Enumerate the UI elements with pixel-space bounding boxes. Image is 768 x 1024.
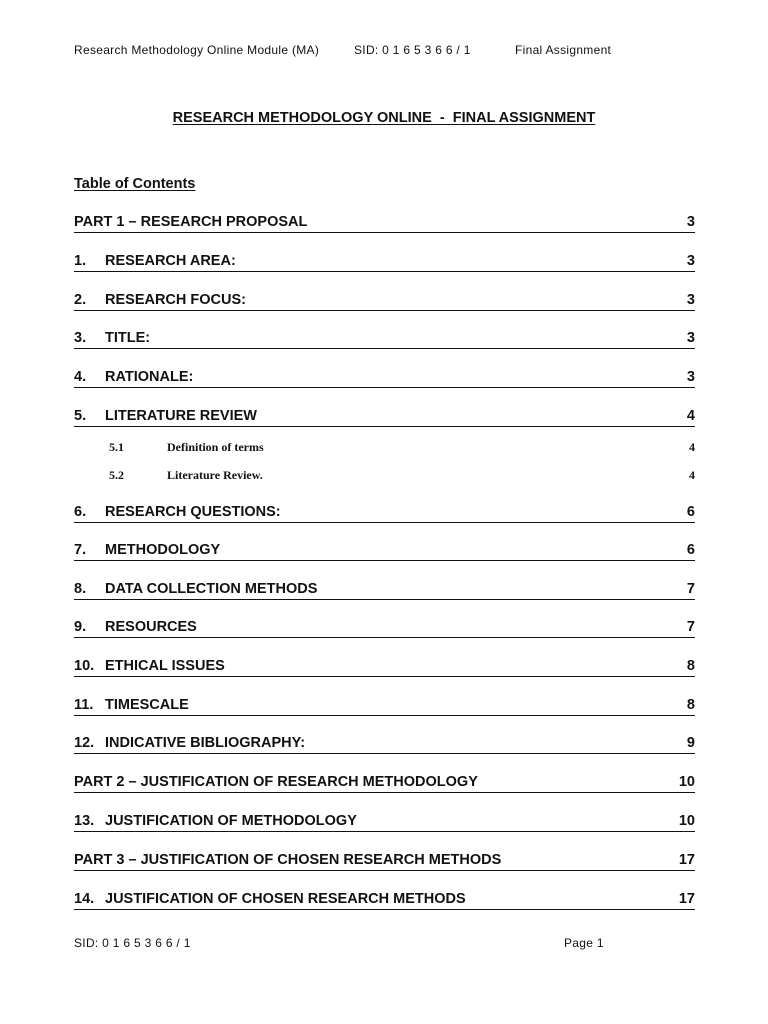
toc-entry-page: 8 [686,697,695,713]
toc-entry-label: Literature Review. [167,468,263,482]
toc-entry-page: 3 [686,330,695,346]
toc-entry-number: 5.2 [109,468,124,482]
toc-entry-page: 17 [678,852,695,868]
toc-entry-label: RESEARCH AREA: [105,253,236,269]
toc-entry-label: METHODOLOGY [105,542,221,558]
document-title: RESEARCH METHODOLOGY ONLINE - FINAL ASSIGNMENT [172,110,596,126]
toc-entry-page: 3 [686,214,695,230]
toc-entry-page: 10 [678,813,695,829]
toc-entry-number: 11. [74,697,94,713]
toc-subentry-5-1[interactable] [74,440,695,456]
toc-entry-page: 4 [689,468,695,482]
header-module: Research Methodology Online Module (MA) [74,43,320,57]
toc-entry-page: 3 [686,292,695,308]
toc-entry-3[interactable] [74,330,695,349]
toc-entry-page: 6 [686,504,695,520]
footer-sid: SID: 0 1 6 5 3 6 6 / 1 [74,936,191,950]
toc-entry-number: 1. [74,253,87,269]
toc-entry-label: JUSTIFICATION OF CHOSEN RESEARCH METHODS [105,891,466,907]
footer-page-number: Page 1 [564,936,604,950]
toc-entry-page: 6 [686,542,695,558]
toc-entry-page: 7 [686,581,695,597]
toc-entry-number: 5. [74,408,87,424]
toc-entry-number: 13. [74,813,95,829]
toc-subentry-5-2[interactable] [74,468,695,484]
toc-entry-page: 3 [686,369,695,385]
toc-entry-number: 2. [74,292,87,308]
toc-entry-number: 3. [74,330,87,346]
toc-entry-6[interactable] [74,504,695,523]
toc-entry-number: 12. [74,735,95,751]
toc-entry-page: 3 [686,253,695,269]
toc-entry-7[interactable] [74,542,695,561]
toc-entry-label: DATA COLLECTION METHODS [105,581,318,597]
header-sid: SID: 0 1 6 5 3 6 6 / 1 [354,43,471,57]
toc-entry-label: PART 2 – JUSTIFICATION OF RESEARCH METHODOLOGY [74,774,478,790]
toc-entry-label: TIMESCALE [105,697,189,713]
toc-entry-label: Definition of terms [167,440,264,454]
toc-entry-label: LITERATURE REVIEW [105,408,257,424]
toc-entry-page: 8 [686,658,695,674]
toc-entry-part-2[interactable] [74,774,695,793]
toc-entry-label: PART 1 – RESEARCH PROPOSAL [74,214,308,230]
toc-entry-part-1[interactable] [74,214,695,233]
toc-entry-number: 4. [74,369,87,385]
toc-entry-label: PART 3 – JUSTIFICATION OF CHOSEN RESEARCH METHODS [74,852,502,868]
toc-entry-label: ETHICAL ISSUES [105,658,225,674]
toc-entry-1[interactable] [74,253,695,272]
toc-entry-page: 10 [678,774,695,790]
toc-entry-10[interactable] [74,658,695,677]
toc-entry-page: 4 [689,440,695,454]
toc-entry-8[interactable] [74,581,695,600]
toc-entry-11[interactable] [74,697,695,716]
toc-entry-number: 8. [74,581,87,597]
toc-entry-page: 17 [678,891,695,907]
toc-heading: Table of Contents [74,176,196,192]
toc-entry-number: 5.1 [109,440,124,454]
toc-entry-label: RESEARCH FOCUS: [105,292,246,308]
toc-entry-page: 7 [686,619,695,635]
toc-entry-2[interactable] [74,292,695,311]
toc-entry-4[interactable] [74,369,695,388]
toc-entry-number: 14. [74,891,95,907]
toc-entry-number: 7. [74,542,87,558]
toc-entry-label: INDICATIVE BIBLIOGRAPHY: [105,735,306,751]
toc-entry-12[interactable] [74,735,695,754]
toc-entry-5[interactable] [74,408,695,427]
toc-entry-label: RESEARCH QUESTIONS: [105,504,281,520]
toc-entry-number: 10. [74,658,95,674]
toc-entry-9[interactable] [74,619,695,638]
toc-entry-14[interactable] [74,891,695,910]
toc-entry-number: 9. [74,619,87,635]
toc-entry-page: 4 [686,408,695,424]
toc-entry-13[interactable] [74,813,695,832]
toc-entry-part-3[interactable] [74,852,695,871]
toc-entry-label: JUSTIFICATION OF METHODOLOGY [105,813,357,829]
header-assignment: Final Assignment [515,43,612,57]
toc-entry-number: 6. [74,504,87,520]
toc-entry-label: RATIONALE: [105,369,194,385]
toc-entry-label: TITLE: [105,330,151,346]
toc-entry-label: RESOURCES [105,619,197,635]
toc-entry-page: 9 [686,735,695,751]
